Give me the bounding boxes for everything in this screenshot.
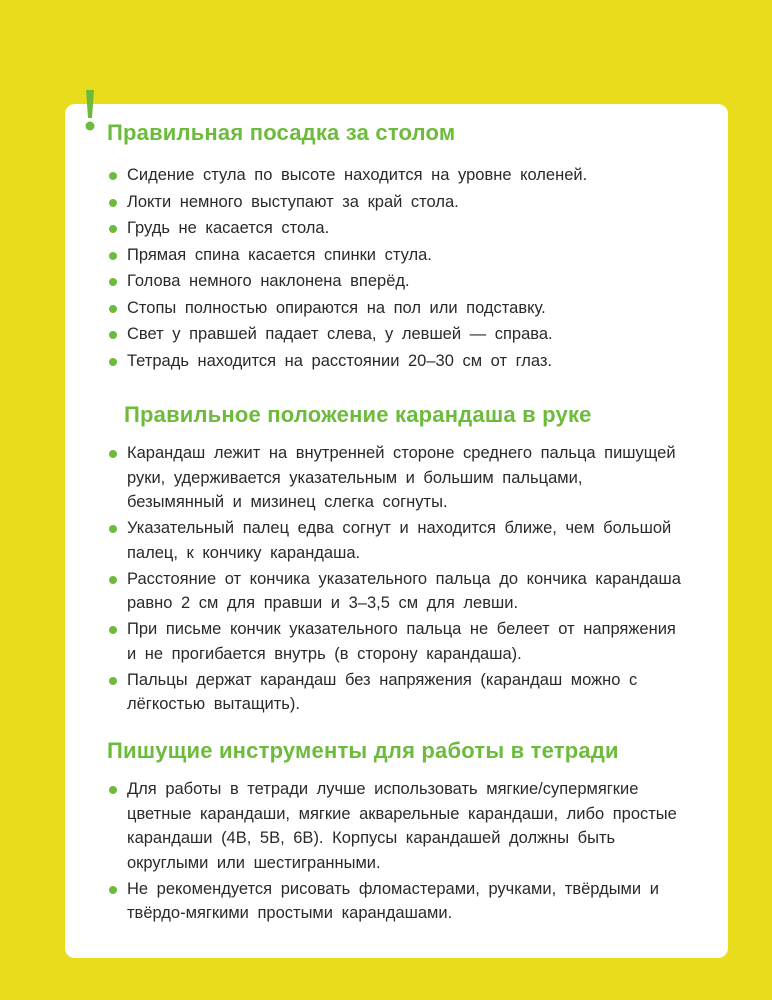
exclamation-icon [80,88,100,132]
list-item: Указательный палец едва согнут и находится ближе, чем большой палец, к кончику карандаша. [107,516,682,565]
list-item: Прямая спина касается спинки стула. [107,242,667,269]
posture-list [107,162,667,374]
writing-tools-list [107,777,682,927]
section-title-writing-tools: Пишущие инструменты для работы в тетради [107,738,619,763]
list-item: Не рекомендуется рисовать фломастерами, ручками, твёрдыми и твёрдо-мягкими простыми карандашами. [107,877,682,926]
list-item: Сидение стула по высоте находится на уровне коленей. [107,162,667,189]
list-item: Локти немного выступают за край стола. [107,189,667,216]
list-item: Для работы в тетради лучше использовать мягкие/супермягкие цветные карандаши, мягкие акварельные карандаши, либо простые карандаши (4В, 5В, 6В). Корпусы карандашей должны быть округлыми или шестигранными. [107,777,682,875]
list-item: Расстояние от кончика указательного пальца до кончика карандаша равно 2 см для правши и 3–3,5 см для левши. [107,567,682,616]
list-item: При письме кончик указательного пальца не белеет от напряжения и не прогибается внутрь (в сторону карандаша). [107,617,682,666]
section-title-pencil-grip: Правильное положение карандаша в руке [124,402,592,427]
list-item: Голова немного наклонена вперёд. [107,268,667,295]
section-title-posture: Правильная посадка за столом [107,120,456,145]
list-item: Стопы полностью опираются на пол или подставку. [107,295,667,322]
list-item: Грудь не касается стола. [107,215,667,242]
list-item: Карандаш лежит на внутренней стороне среднего пальца пишущей руки, удерживается указательным и большим пальцами, безымянный и мизинец слегка согнуты. [107,441,682,515]
list-item: Пальцы держат карандаш без напряжения (карандаш можно с лёгкостью вытащить). [107,668,682,717]
pencil-grip-list [107,441,682,718]
list-item: Тетрадь находится на расстоянии 20–30 см от глаз. [107,348,667,375]
list-item: Свет у правшей падает слева, у левшей — справа. [107,321,667,348]
